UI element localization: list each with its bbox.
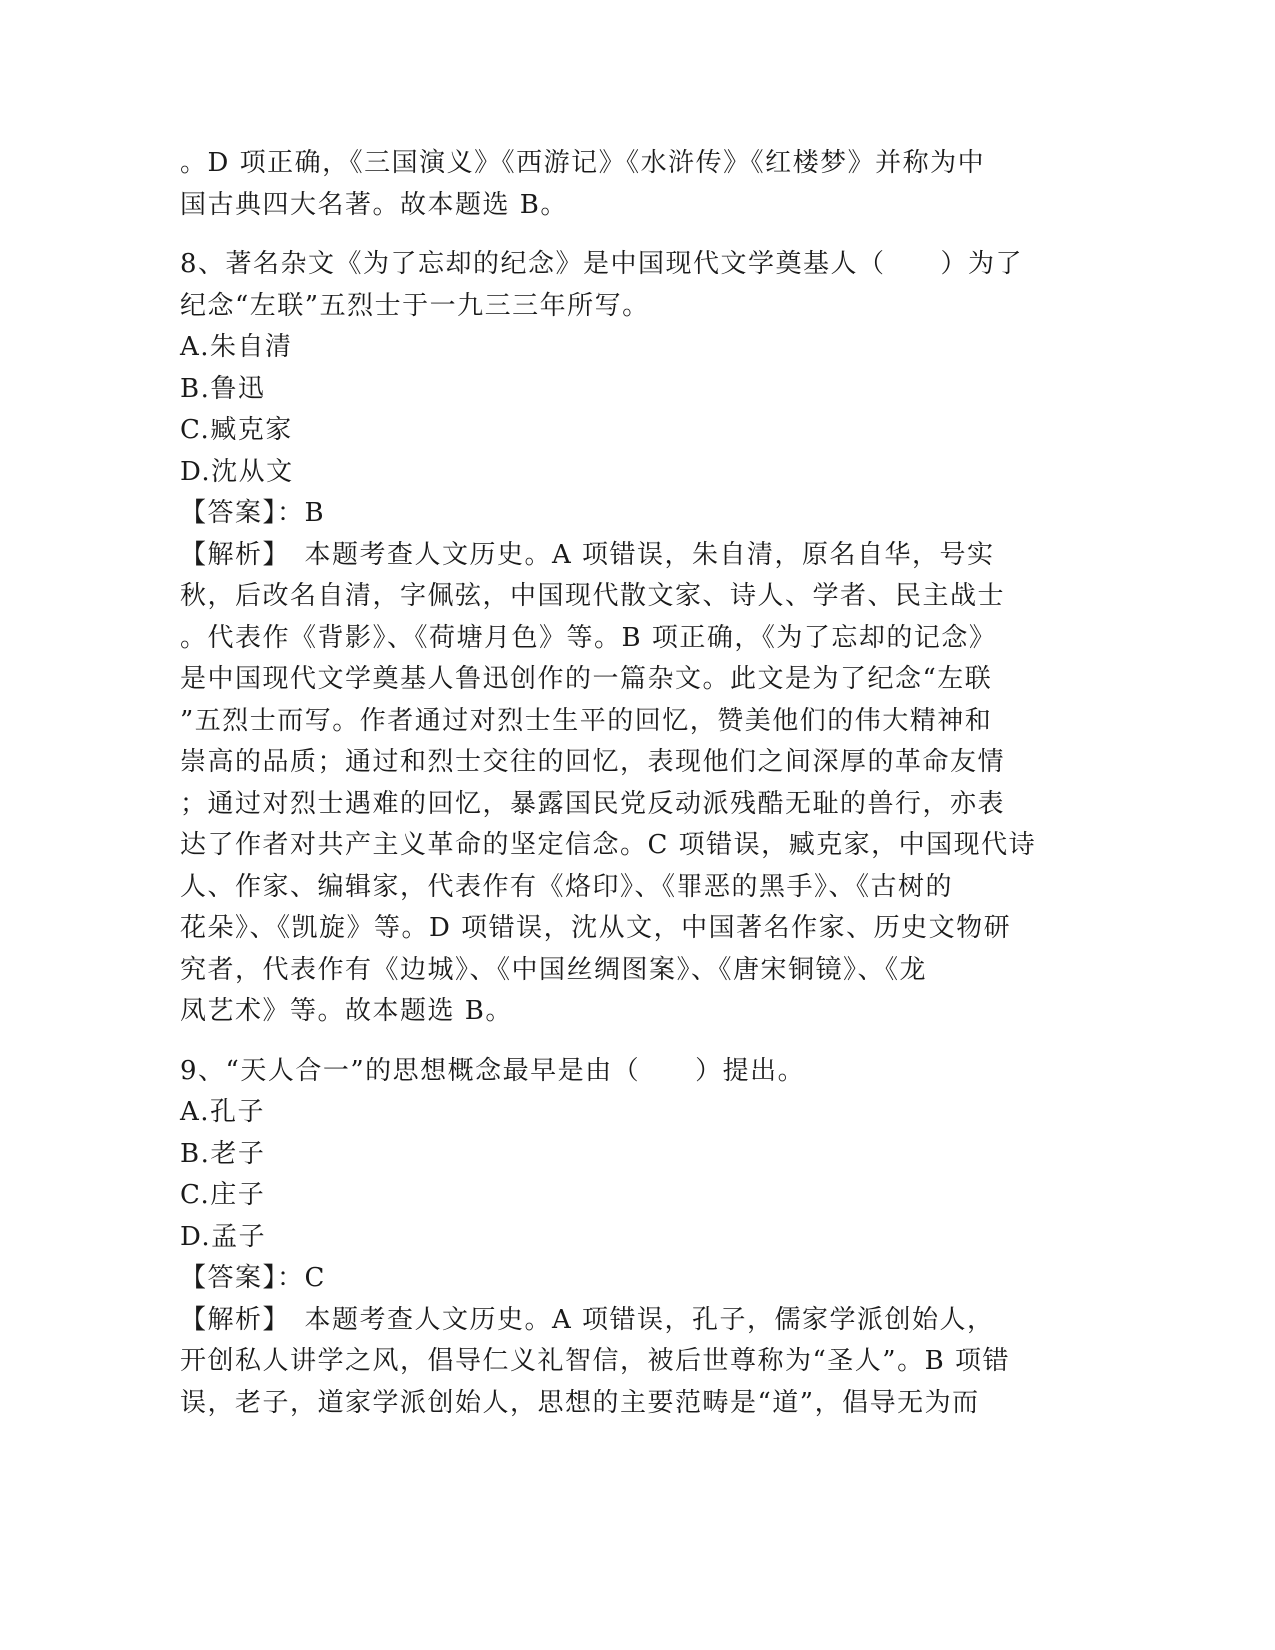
analysis-line: ”五烈士而写。作者通过对烈士生平的回忆，赞美他们的伟大精神和 bbox=[180, 705, 993, 736]
analysis-line: 是中国现代文学奠基人鲁迅创作的一篇杂文。此文是为了纪念“左联 bbox=[180, 664, 993, 694]
analysis-line: 秋，后改名自清，字佩弦，中国现代散文家、诗人、学者、民主战士 bbox=[180, 581, 1006, 611]
option-c: C.庄子 bbox=[180, 1180, 266, 1210]
option-a: A.孔子 bbox=[180, 1097, 266, 1127]
option-b: B.鲁迅 bbox=[180, 373, 266, 404]
option-b: B.老子 bbox=[180, 1138, 266, 1169]
analysis-line: 【解析】 本题考查人文历史。A 项错误，朱自清，原名自华，号实 bbox=[180, 539, 995, 570]
intro-paragraph bbox=[180, 143, 1030, 226]
text-line: 国古典四大名著。故本题选 B。 bbox=[180, 189, 568, 220]
question-text: 8、著名杂文《为了忘却的纪念》是中国现代文学奠基人（ ）为了 bbox=[180, 249, 1024, 279]
analysis-line: 开创私人讲学之风，倡导仁义礼智信，被后世尊称为“圣人”。B 项错 bbox=[180, 1346, 1010, 1376]
analysis-line: 凤艺术》等。故本题选 B。 bbox=[180, 996, 513, 1026]
analysis-line: 人、作家、编辑家，代表作有《烙印》、《罪恶的黑手》、《古树的 bbox=[180, 871, 954, 902]
question-9 bbox=[180, 1051, 1030, 1425]
answer-line: 【答案】：B bbox=[180, 498, 326, 528]
text-line: 。D 项正确，《三国演义》《西游记》《水浒传》《红楼梦》并称为中 bbox=[180, 148, 986, 178]
analysis-line: 误，老子，道家学派创始人，思想的主要范畴是“道”，倡导无为而 bbox=[180, 1387, 980, 1418]
question-text: 纪念“左联”五烈士于一九三三年所写。 bbox=[180, 290, 650, 321]
analysis-line: 花朵》、《凯旋》等。D 项错误，沈从文，中国著名作家、历史文物研 bbox=[180, 913, 1012, 943]
analysis-line: ；通过对烈士遇难的回忆，暴露国民党反动派残酷无耻的兽行，亦表 bbox=[180, 788, 1006, 819]
analysis-line: 崇高的品质；通过和烈士交往的回忆，表现他们之间深厚的革命友情 bbox=[180, 747, 1006, 777]
option-c: C.臧克家 bbox=[180, 415, 293, 445]
answer-line: 【答案】：C bbox=[180, 1263, 326, 1293]
analysis-line: 究者，代表作有《边城》、《中国丝绸图案》、《唐宋铜镜》、《龙 bbox=[180, 954, 928, 985]
question-8 bbox=[180, 244, 1037, 1033]
analysis-line: 【解析】 本题考查人文历史。A 项错误，孔子，儒家学派创始人， bbox=[180, 1304, 995, 1335]
analysis-line: 。代表作《背影》、《荷塘月色》等。B 项正确，《为了忘却的记念》 bbox=[180, 622, 997, 653]
option-d: D.孟子 bbox=[180, 1221, 267, 1252]
document-page bbox=[180, 143, 1037, 1424]
question-text: 9、“天人合一”的思想概念最早是由（ ）提出。 bbox=[180, 1055, 806, 1086]
option-a: A.朱自清 bbox=[180, 332, 293, 362]
option-d: D.沈从文 bbox=[180, 456, 294, 487]
analysis-line: 达了作者对共产主义革命的坚定信念。C 项错误，臧克家，中国现代诗 bbox=[180, 830, 1037, 860]
